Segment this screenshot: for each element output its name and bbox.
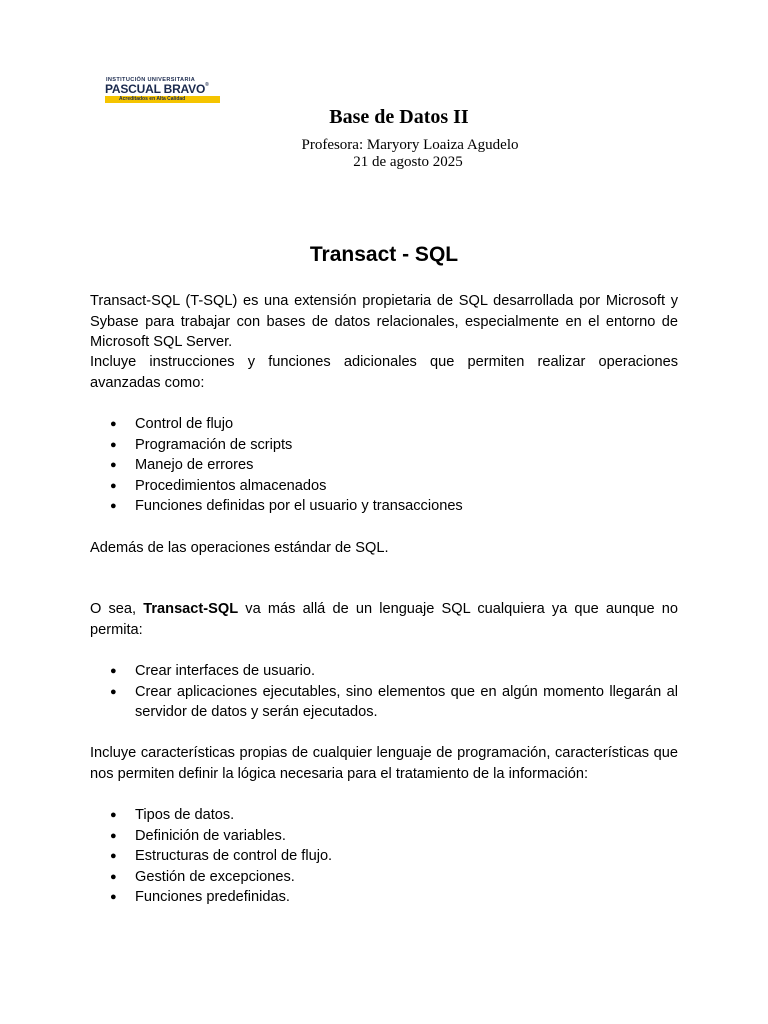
features-intro-paragraph: Incluye instrucciones y funciones adicionales que permiten realizar operaciones avanzadas como: <box>90 354 678 391</box>
course-title: Base de Datos II <box>329 106 469 128</box>
limitations-list <box>90 661 678 723</box>
bullet-icon: ● <box>110 829 117 842</box>
bullet-icon: ● <box>110 850 117 863</box>
bullet-icon: ● <box>110 459 117 472</box>
list-item: ● Programación de scripts <box>90 435 678 456</box>
list-item: ● Control de flujo <box>90 414 678 435</box>
logo-accreditation-band: Acreditados en Alta Calidad <box>105 96 220 103</box>
logo-institution-text: INSTITUCIÓN UNIVERSITARIA <box>106 77 196 83</box>
logo-name-text: PASCUAL BRAVO® <box>105 82 209 96</box>
list-item: ● Procedimientos almacenados <box>90 476 678 497</box>
bullet-icon: ● <box>110 438 117 451</box>
bold-term: Transact-SQL <box>143 601 239 617</box>
list-item: ● Crear interfaces de usuario. <box>90 661 678 682</box>
list-item: ● Tipos de datos. <box>90 805 678 826</box>
language-features-list <box>90 805 678 908</box>
bullet-icon: ● <box>110 685 117 698</box>
bullet-icon: ● <box>110 500 117 513</box>
list-item: ● Funciones predefinidas. <box>90 887 678 908</box>
language-features-paragraph: Incluye características propias de cualquier lenguaje de programación, características que nos permiten definir la lógica necesaria para el tratamiento de la información: <box>90 745 678 782</box>
list-item: ● Definición de variables. <box>90 826 678 847</box>
beyond-sql-paragraph: O sea, Transact-SQL va más allá de un lenguaje SQL cualquiera ya que aunque no permita: <box>90 601 679 638</box>
university-logo <box>105 77 223 102</box>
bullet-icon: ● <box>110 870 117 883</box>
bullet-icon: ● <box>110 479 117 492</box>
bullet-icon: ● <box>110 809 117 821</box>
intro-paragraph: Transact-SQL (T-SQL) es una extensión propietaria de SQL desarrollada por Microsoft y Sybase para trabajar con bases de datos relacionales, especialmente en el entorno de Microsoft SQL Server. <box>90 293 678 351</box>
bullet-icon: ● <box>110 418 117 430</box>
bullet-icon: ● <box>110 665 117 677</box>
document-date: 21 de agosto 2025 <box>353 154 463 170</box>
list-item: ● Gestión de excepciones. <box>90 867 678 888</box>
list-item: ● Crear aplicaciones ejecutables, sino elementos que en algún momento llegarán al servidor de datos y serán ejecutados. <box>110 683 678 721</box>
bullet-icon: ● <box>110 891 117 904</box>
list-item: ● Manejo de errores <box>90 455 678 476</box>
teacher-name: Profesora: Maryory Loaiza Agudelo <box>301 137 519 153</box>
standard-operations-paragraph: Además de las operaciones estándar de SQL. <box>90 540 389 556</box>
list-item: ● Funciones definidas por el usuario y transacciones <box>90 496 678 517</box>
list-item: ● Estructuras de control de flujo. <box>90 846 678 867</box>
document-title: Transact - SQL <box>309 243 459 266</box>
advanced-operations-list <box>90 414 678 517</box>
